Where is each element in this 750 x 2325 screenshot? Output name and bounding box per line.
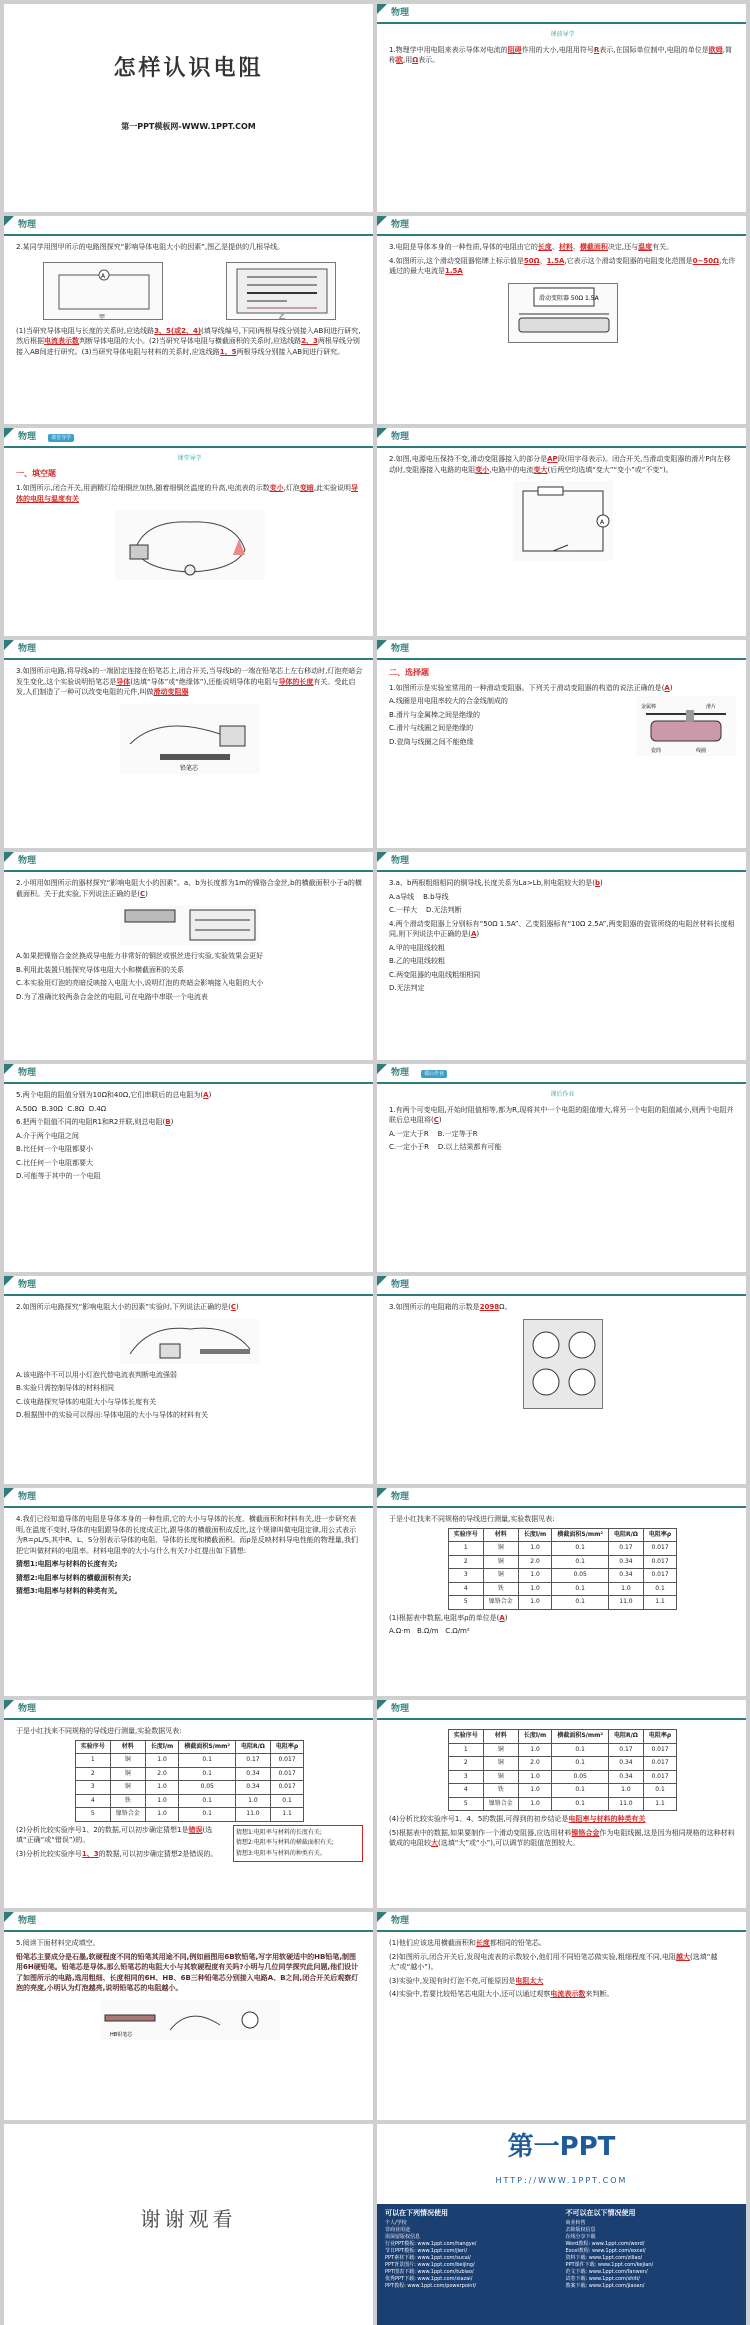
resource-link[interactable]: Word教程: www.1ppt.com/word/ [565, 2241, 645, 2247]
option[interactable]: C.该电路探究导体的电阻大小与导体长度有关 [16, 1397, 157, 1406]
cover-subtitle: 第一PPT模板网-WWW.1PPT.COM [121, 122, 256, 131]
circuit-figure-a [43, 262, 163, 320]
slide-7[interactable] [4, 640, 373, 848]
slide-header [377, 1276, 746, 1296]
slide-header-title: 物理 [391, 644, 410, 654]
guess-1: 猜想1:电阻率与材料的长度有关; [16, 1560, 118, 1568]
slide-brand[interactable] [377, 2124, 746, 2325]
table-row: 5 镍铬合金 1.0 0.1 11.0 1.1 [448, 1596, 676, 1610]
option[interactable]: A.如果把镍铬合金丝换成导电能力非常好的铜丝或银丝进行实验,实验效果会更好 [16, 952, 264, 960]
slide-header-title: 物理 [18, 1068, 37, 1078]
rheostat-figure [508, 283, 618, 343]
option[interactable]: B.比任何一个电阻都要小 [16, 1145, 94, 1153]
options-list [389, 696, 636, 756]
option[interactable]: A.该电路中不可以用小灯泡代替电流表判断电流强弱 [16, 1370, 177, 1379]
usage-item: 个人/学校 [385, 2220, 407, 2226]
slide-3[interactable] [4, 216, 373, 424]
cover-title: 怎样认识电阻 [113, 56, 264, 81]
slide-header [377, 1064, 746, 1084]
section-heading: 一、填空题 [16, 468, 56, 478]
slide-16[interactable] [377, 1488, 746, 1696]
svg-text:滑片: 滑片 [706, 704, 717, 710]
question-text: 6.把两个阻值不同的电阻R1和R2并联,则总电阻(B) [16, 1118, 174, 1126]
slide-6[interactable] [377, 428, 746, 636]
data-table: 实验序号 材料 长度l/m 横截面积S/mm² 电阻R/Ω 电阻率ρ 1 铜 1.0 0.1 0.17 0.017 2 铜 2.0 0.1 0.34 0.017 3 铜 1.0 0.05 0.34 0.017 4 铁 1.0 0.1 1.0 0.1 5 镍铬合金 1.0 0.1 11.0 1.1 [448, 1528, 677, 1610]
brand-url[interactable]: HTTP://WWW.1PPT.COM [495, 2176, 628, 2185]
options-row: A.50Ω B.30Ω C.8Ω D.4Ω [16, 1104, 107, 1113]
question-text: 2.某同学用图甲所示的电路图探究“影响导体电阻大小的因素”,图乙是提供的几根导线。 [16, 243, 285, 251]
question-text: (2)如图所示,闭合开关后,发现电流表的示数较小,他们用不同铅笔芯做实验,粗细程度不同,电阻越大(选填“越大”或“越小”)。 [389, 1952, 718, 1971]
slide-header [377, 428, 746, 448]
pencil-experiment-figure [100, 2000, 280, 2040]
slide-header-title: 物理 [391, 220, 410, 230]
slide-17[interactable] [4, 1700, 373, 1908]
resistance-box-figure [523, 1319, 603, 1409]
slide-cover[interactable] [4, 4, 373, 212]
slide-header [377, 640, 746, 660]
table-row: 3 铜 1.0 0.05 0.34 0.017 [448, 1770, 676, 1784]
resource-link[interactable]: 资料下载: www.1ppt.com/ziliao/ [565, 2255, 643, 2261]
question-text: 3.电阻是导体本身的一种性质,导体的电阻由它的长度、材料、横截面积决定,还与温度有关。 [389, 243, 674, 251]
question-text: 3.a、b两根粗细相同的铜导线,长度关系为La>Lb,则电阻较大的是(b) [389, 879, 603, 887]
thanks-text: 谢谢观看 [140, 2207, 237, 2231]
option[interactable]: D.无法判定 [389, 984, 425, 992]
slide-header-title: 物理 [18, 220, 37, 230]
option[interactable]: A.介于两个电阻之间 [16, 1131, 79, 1140]
resource-link[interactable]: PPT素材下载: www.1ppt.com/sucai/ [385, 2255, 471, 2261]
brand-logo: 第一PPT [507, 2132, 616, 2162]
resource-link[interactable]: 范文下载: www.1ppt.com/fanwen/ [565, 2269, 648, 2275]
slide-header [4, 1700, 373, 1720]
data-table: 实验序号 材料 长度l/m 横截面积S/mm² 电阻R/Ω 电阻率ρ 1 铜 1.0 0.1 0.17 0.017 2 铜 2.0 0.1 0.34 0.017 3 铜 1.0 0.05 0.34 0.017 4 铁 1.0 0.1 1.0 0.1 5 镍铬合金 1.0 0.1 11.0 1.1 [75, 1740, 304, 1822]
question-text: (3)实验中,发现有时灯泡不亮,可能原因是电阻太大 [389, 1976, 544, 1985]
slide-thanks[interactable] [4, 2124, 373, 2325]
options-row: C.一样大 D.无法判断 [389, 906, 462, 914]
resource-link[interactable]: PPT教程: www.1ppt.com/powerpoint/ [385, 2283, 477, 2289]
slide-4[interactable] [377, 216, 746, 424]
svg-text:甲: 甲 [99, 313, 106, 321]
svg-text:瓷筒: 瓷筒 [651, 748, 662, 754]
experiment-figure [120, 1319, 260, 1364]
slide-header [377, 1488, 746, 1508]
question-text: 2.小明用如图所示的器材探究“影响电阻大小的因素”。a、b为长度都为1m的镍铬合金丝,b的横截面积小于a的横截面积。关于此实验,下列说法正确的是(C) [16, 879, 362, 898]
question-text: 1.有两个可变电阻,开始时阻值相等,都为R,现将其中一个电阻的阻值增大,将另一个电阻的阻值减小,则两个电阻并联后总电阻将(C) [389, 1105, 734, 1124]
option[interactable]: B.滑片与金属棒之间是绝缘的 [389, 710, 481, 719]
resource-link[interactable]: PPT课件下载: www.1ppt.com/kejian/ [565, 2262, 654, 2268]
slide-header [4, 216, 373, 236]
slide-8[interactable] [377, 640, 746, 848]
option[interactable]: C.滑片与线圈之间是绝缘的 [389, 724, 474, 732]
guess-2: 猜想2:电阻率与材料的横截面积有关; [16, 1573, 132, 1582]
slide-14[interactable] [377, 1276, 746, 1484]
question-text: (5)根据表中的数据,如果要制作一个滑动变阻器,应选用材料镍铬合金作为电阻线圈,这是因为相同规格的这种材料做成的电阻较大(选填“大”或“小”),可以调节的阻值范围较大。 [389, 1828, 735, 1847]
slide-header [377, 852, 746, 872]
slide-header-title: 物理 [18, 644, 37, 654]
slide-header [4, 1064, 373, 1084]
svg-text:A: A [599, 519, 604, 526]
slide-header [4, 1276, 373, 1296]
slide-header-title: 物理 [18, 1704, 37, 1714]
question-text: 5.阅读下面材料完成填空。 [16, 1939, 100, 1947]
question-text: 3.如图所示电路,将导线a的一端固定连接在铅笔芯上,闭合开关,当导线b的一端在铅笔芯上左右移动时,灯泡亮暗会发生变化,这个实验说明铅笔芯是导体(选填“导体”或“绝缘体”),还能说明导体的电阻与导体的长度有关。受此启发,人们制造了一种可以改变电阻的元件,叫做滑动变阻器 [16, 667, 363, 696]
usage-denied-heading: 不可以在以下情况使用 [565, 2209, 636, 2217]
slide-header-title: 物理 [391, 432, 410, 442]
guess-1: 猜想1:电阻率与材料的长度有关; [236, 1828, 322, 1836]
question-text: 3.如图所示的电阻箱的示数是2098Ω。 [389, 1303, 512, 1311]
svg-text:金属棒: 金属棒 [641, 704, 657, 710]
usage-item: 需保留版权信息 [385, 2234, 421, 2240]
resource-link[interactable]: PPT背景图片: www.1ppt.com/beijing/ [385, 2262, 475, 2268]
guess-2: 猜想2:电阻率与材料的横截面积有关; [236, 1839, 334, 1846]
usage-item: 在线分享下载 [565, 2234, 596, 2240]
usage-info [377, 2204, 746, 2325]
slide-2[interactable] [377, 4, 746, 212]
slide-9[interactable] [4, 852, 373, 1060]
question-text: 4.我们已经知道导体的电阻是导体本身的一种性质,它的大小与导体的长度、横截面积和材料有关,进一步研究表明,在温度不变时,导体的电阻跟导体的长度成正比,跟导体的横截面积成反比,这个规律叫做电阻定律,用公式表示为R=ρL/S,其中R、L、S分别表示导体的电阻、导体的长度和横截面积。而ρ是反映材料导电性能的物理量,我们把它叫做材料的电阻率。材料电阻率的大小与什么有关?小红提出如下猜想: [16, 1515, 358, 1555]
resource-link[interactable]: PPT图表下载: www.1ppt.com/tubiao/ [385, 2269, 474, 2275]
slide-header-title: 物理 [391, 8, 410, 18]
resource-link[interactable]: 试卷下载: www.1ppt.com/shiti/ [565, 2276, 640, 2282]
slide-header-title: 物理 [18, 1492, 37, 1502]
table-row: 4 铁 1.0 0.1 1.0 0.1 [448, 1582, 676, 1596]
section-badge: 课堂导学 [48, 434, 74, 442]
option[interactable]: D.为了准确比较两条合金丝的电阻,可在电路中串联一个电流表 [16, 992, 208, 1001]
slide-header [4, 1912, 373, 1932]
svg-text:滑动变阻器 50Ω 1.5A: 滑动变阻器 50Ω 1.5A [538, 294, 599, 302]
section-badge: 课后作业 [421, 1070, 447, 1078]
table-row: 2 铜 2.0 0.1 0.34 0.017 [75, 1767, 303, 1781]
table-row: 1 铜 1.0 0.1 0.17 0.017 [75, 1754, 303, 1768]
slide-10[interactable] [377, 852, 746, 1060]
slide-header-title: 物理 [18, 1280, 37, 1290]
section-tag: 课堂导学 [177, 455, 202, 462]
slide-15[interactable] [4, 1488, 373, 1696]
slide-header-title: 物理 [391, 1280, 410, 1290]
alloy-wire-figure [120, 905, 260, 945]
data-table: 实验序号 材料 长度l/m 横截面积S/mm² 电阻R/Ω 电阻率ρ 1 铜 1.0 0.1 0.17 0.017 2 铜 2.0 0.1 0.34 0.017 3 铜 1.0 0.05 0.34 0.017 4 铁 1.0 0.1 1.0 0.1 5 镍铬合金 1.0 0.1 11.0 1.1 [448, 1729, 677, 1811]
slide-header [377, 1700, 746, 1720]
slide-header-title: 物理 [391, 1704, 410, 1714]
options-row: C.一定小于R D.以上结果都有可能 [389, 1143, 502, 1151]
table-row: 1 铜 1.0 0.1 0.17 0.017 [448, 1743, 676, 1757]
table-row: 5 镍铬合金 1.0 0.1 11.0 1.1 [448, 1797, 676, 1811]
slide-header [4, 640, 373, 660]
resource-link[interactable]: 行业PPT模板: www.1ppt.com/hangye/ [385, 2241, 477, 2247]
question-text: (1)根据表中数据,电阻率ρ的单位是(A) [389, 1613, 508, 1622]
question-text: (4)实验中,若要比较铅笔芯电阻大小,还可以通过观察电流表示数来判断。 [389, 1990, 614, 1998]
usage-item: 商业转售 [565, 2220, 586, 2226]
option[interactable]: A.线圈是用电阻率较大的合金线制成的 [389, 697, 508, 705]
guess-3: 猜想3:电阻率与材料的种类有关。 [16, 1587, 122, 1595]
resource-link[interactable]: 节日PPT模板: www.1ppt.com/jieri/ [385, 2248, 468, 2254]
slide-header [377, 1912, 746, 1932]
slide-header-title: 物理 [391, 1916, 410, 1926]
question-text: (4)分析比较实验序号1、4、5的数据,可得到的初步结论是电阻率与材料的种类有关 [389, 1815, 646, 1823]
option[interactable]: B.实验只需控制导体的材料相同 [16, 1384, 115, 1392]
slide-18[interactable] [377, 1700, 746, 1908]
question-text: 5.两个电阻的阻值分别为10Ω和40Ω,它们串联后的总电阻为(A) [16, 1091, 212, 1099]
table-row: 2 铜 2.0 0.1 0.34 0.017 [448, 1555, 676, 1569]
table-row: 3 铜 1.0 0.05 0.34 0.017 [448, 1569, 676, 1583]
slide-13[interactable] [4, 1276, 373, 1484]
guess-box [233, 1825, 363, 1863]
answer-text: (1)当研究导体电阻与长度的关系时,应选线路3、5(或2、4)(填导线编号,下同)两根导线分别接入AB间进行研究,然后根据电流表示数判断导体电阻的大小。(2)当研究导体电阻与横截面积的关系时,应选线路2、3两根导线分别接入AB间进行研究。(3)当研究导体电阻与材料的关系时,应选线路1、5两根导线分别接入AB间进行研究。 [16, 326, 361, 356]
option[interactable]: B.利用此装置只能探究导体电阻大小和横截面积的关系 [16, 965, 185, 974]
question-text: 4.如图所示,这个滑动变阻器铭牌上标示值是50Ω、1.5A,它表示这个滑动变阻器的电阻变化范围是0~50Ω,允许通过的最大电流是1.5A [389, 256, 736, 275]
option[interactable]: D.瓷筒与线圈之间不能绝缘 [389, 737, 474, 746]
option[interactable]: D.可能等于其中的一个电阻 [16, 1172, 101, 1180]
question-text: 2.如图所示电路探究“影响电阻大小的因素”实验时,下列说法正确的是(C) [16, 1303, 239, 1311]
section-tag: 课后作业 [550, 1091, 575, 1098]
svg-text:A: A [101, 272, 106, 280]
table-row: 2 铜 2.0 0.1 0.34 0.017 [448, 1757, 676, 1771]
option[interactable]: C.两变阻器的电阻线粗细相同 [389, 970, 481, 979]
svg-text:铅笔芯: 铅笔芯 [179, 764, 198, 772]
slide-20[interactable] [377, 1912, 746, 2120]
slide-header-title: 物理 [391, 1068, 410, 1078]
svg-text:乙: 乙 [278, 313, 285, 321]
options-row: A.一定大于R B.一定等于R [389, 1129, 478, 1138]
section-heading: 二、选择题 [389, 668, 429, 677]
question-text: (3)分析比较实验序号1、3的数据,可以初步确定猜想2是错误的。 [16, 1849, 218, 1858]
slide-header [4, 428, 373, 448]
question-text: 2.如图,电源电压保持不变,滑动变阻器接入的部分是AP段(用字母表示)。闭合开关,当滑动变阻器的滑片P向左移动时,变阻器接入电路的电阻变小,电路中的电流变大(后两空均选填“变大”“变小”或“不变”)。 [389, 455, 731, 474]
usage-allowed-heading: 可以在下列情况使用 [385, 2209, 448, 2217]
section-tag: 课前导学 [550, 31, 575, 38]
table-row: 1 铜 1.0 0.1 0.17 0.017 [448, 1542, 676, 1556]
options-row: A.Ω·m B.Ω/m C.Ω/m² [389, 1627, 470, 1635]
rheostat-structure-figure [636, 696, 736, 756]
option[interactable]: B.乙的电阻线较粗 [389, 957, 446, 965]
slide-header [377, 4, 746, 24]
slide-header [377, 216, 746, 236]
wire-board-figure [226, 262, 336, 320]
svg-text:HB铅笔芯: HB铅笔芯 [109, 2031, 132, 2038]
question-text: 1.物理学中用电阻来表示导体对电流的阻碍作用的大小,电阻用符号R表示,在国际单位制中,电阻的单位是欧姆,简称欧,用Ω表示。 [389, 45, 732, 64]
slide-grid [4, 4, 746, 2325]
slide-header-title: 物理 [18, 1916, 37, 1926]
resource-link[interactable]: Excel教程: www.1ppt.com/excel/ [565, 2248, 646, 2254]
option[interactable]: D.根据图中的实验可以得出:导体电阻的大小与导体的材料有关 [16, 1411, 208, 1419]
pencil-lead-circuit-figure [120, 704, 260, 774]
guess-3: 猜想3:电阻率与材料的种类有关。 [236, 1849, 326, 1857]
slide-header-title: 物理 [18, 856, 37, 866]
intro-text: 于是小红找来不同规格的导线进行测量,实验数据见表: [16, 1727, 182, 1735]
option[interactable]: A.甲的电阻线较粗 [389, 943, 445, 952]
option[interactable]: C.比任何一个电阻都要大 [16, 1158, 94, 1167]
slide-19[interactable] [4, 1912, 373, 2120]
slide-header [4, 1488, 373, 1508]
question-text: 1.如图所示,闭合开关,用酒精灯给细铜丝加热,随着细铜丝温度的升高,电流表的示数变小,灯泡变暗,此实验说明导体的电阻与温度有关 [16, 484, 359, 503]
question-text: 1.如图所示是实验室常用的一种滑动变阻器。下列关于滑动变阻器的构造的说法正确的是(A) [389, 683, 673, 692]
option[interactable]: C.本实验用灯泡的亮暗反映接入电阻大小,说明灯泡的亮暗会影响接入电阻的大小 [16, 979, 264, 987]
table-row: 3 铜 1.0 0.05 0.34 0.017 [75, 1781, 303, 1795]
options-row: A.a导线 B.b导线 [389, 892, 449, 901]
slide-12[interactable] [377, 1064, 746, 1272]
circuit-diagram [513, 481, 613, 561]
reading-paragraph: 铅笔芯主要成分是石墨,软硬程度不同的铅笔其用途不同,例如画图用6B软铅笔,写字用软硬适中的HB铅笔,制图用6H硬铅笔。铅笔芯是导体,那么铅笔芯的电阻大小与其软硬程度有关吗?小明与几位同学探究此问题,他们设计了如图所示的电路,选用粗细、长度相同的6H、HB、6B三种铅笔芯分别接入电路A、B之间,闭合开关后观察灯泡的亮度,小明认为灯泡越亮,说明铅笔芯的电阻越小。 [16, 1952, 359, 1992]
slide-header-title: 物理 [18, 432, 37, 442]
svg-text:线圈: 线圈 [696, 748, 707, 754]
usage-item: 去除版权信息 [565, 2227, 596, 2233]
intro-text: 于是小红找来不同规格的导线进行测量,实验数据见表: [389, 1515, 555, 1523]
usage-item: 非商业用途 [385, 2227, 411, 2233]
heating-circuit-figure [115, 510, 265, 580]
resource-link[interactable]: 优秀PPT下载: www.1ppt.com/xiazai/ [385, 2276, 473, 2282]
slide-header-title: 物理 [391, 1492, 410, 1502]
question-text: (2)分析比较实验序号1、2的数据,可以初步确定猜想1是错误(选填“正确”或“错误”)的。 [16, 1825, 213, 1844]
slide-11[interactable] [4, 1064, 373, 1272]
slide-header-title: 物理 [391, 856, 410, 866]
table-row: 4 铁 1.0 0.1 1.0 0.1 [75, 1794, 303, 1808]
question-text: 4.两个滑动变阻器上分别标有“50Ω 1.5A”、乙变阻器标有“10Ω 2.5A”,两变阻器的瓷管所绕的电阻丝材料长度相同,则下列说法中正确的是(A) [389, 919, 735, 938]
slide-header [4, 852, 373, 872]
question-text: (1)他们应该选用横截面积和长度都相同的铅笔芯。 [389, 1939, 546, 1947]
table-row: 5 镍铬合金 1.0 0.1 11.0 1.1 [75, 1808, 303, 1822]
table-row: 4 铁 1.0 0.1 1.0 0.1 [448, 1784, 676, 1798]
slide-5[interactable] [4, 428, 373, 636]
resource-link[interactable]: 教案下载: www.1ppt.com/jiaoan/ [565, 2283, 645, 2289]
